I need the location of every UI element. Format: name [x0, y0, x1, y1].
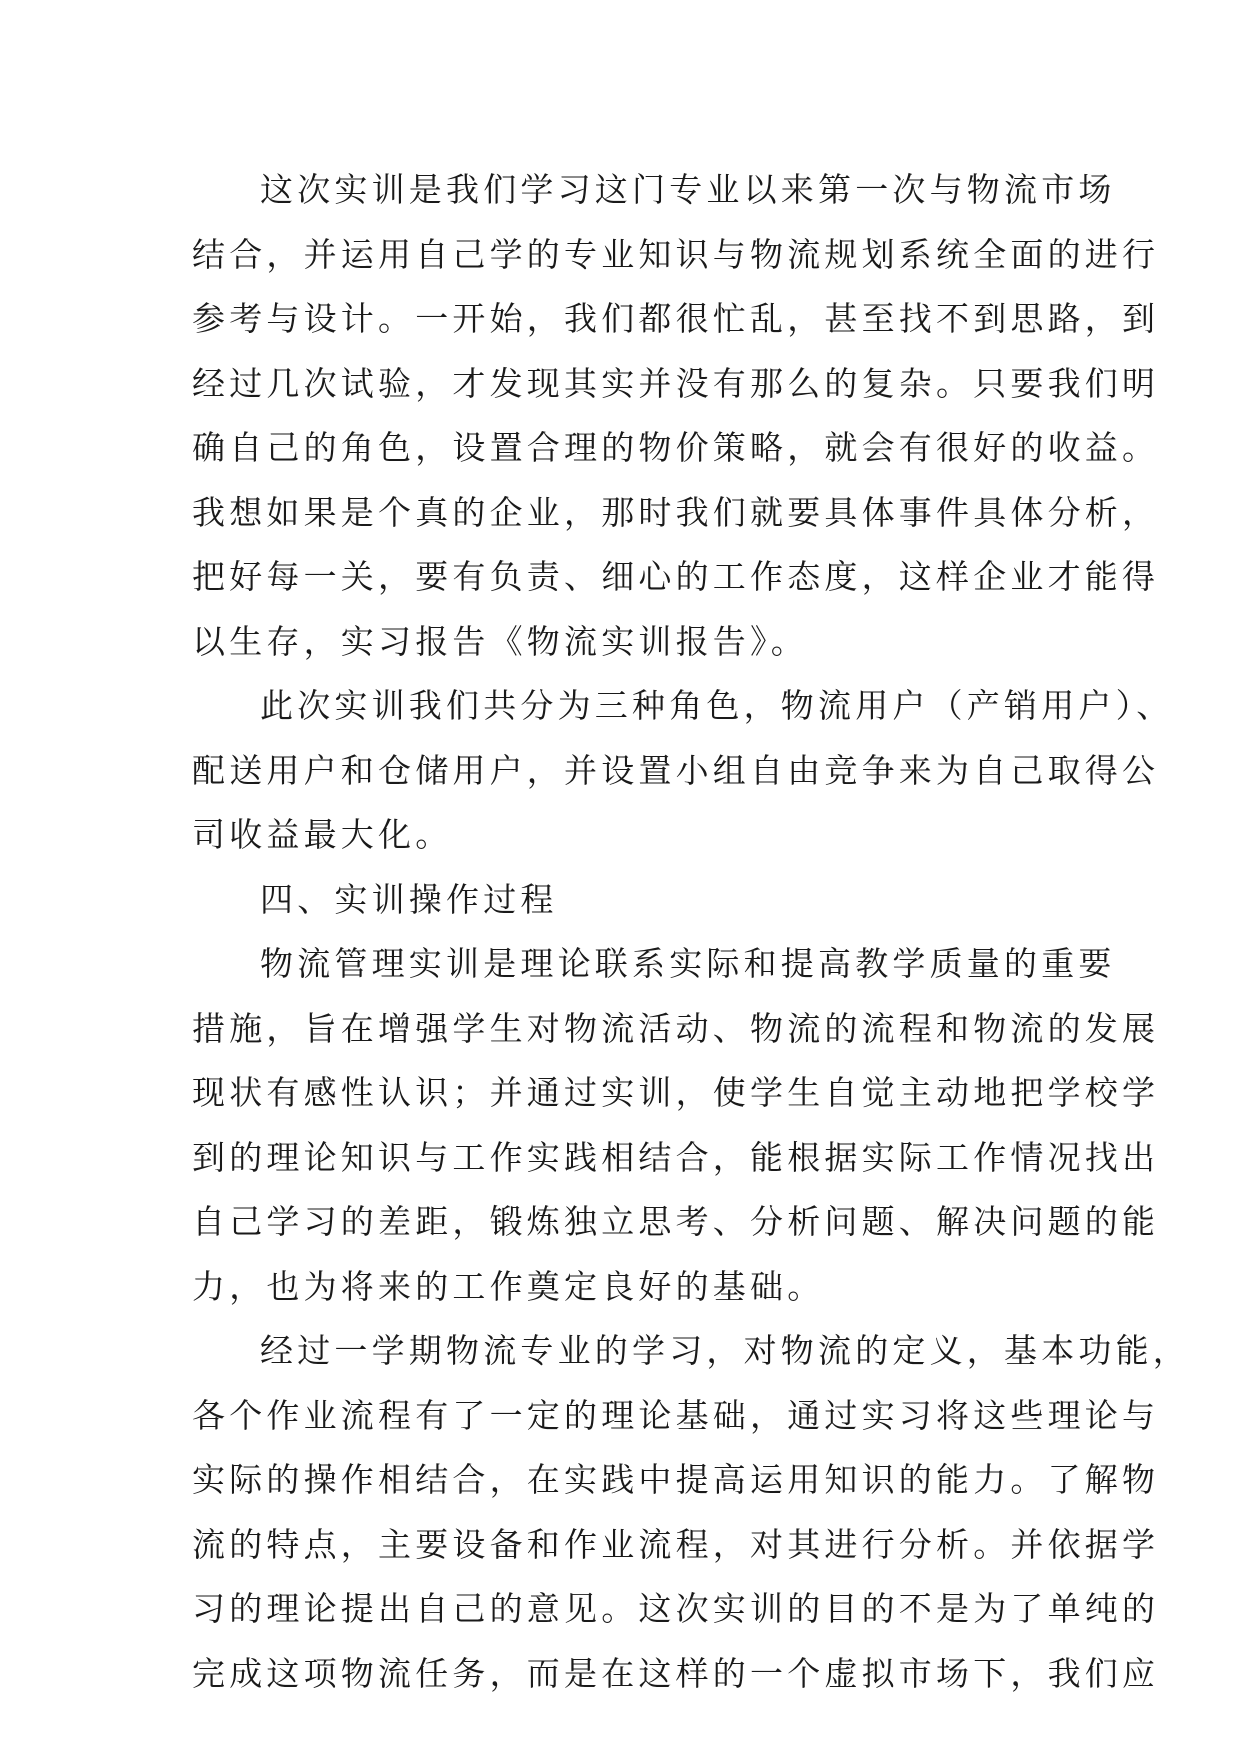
paragraph-4: [192, 1319, 1190, 1706]
text-line: 参考与设计。一开始，我们都很忙乱，甚至找不到思路，到: [192, 299, 1160, 338]
text-line: 力，也为将来的工作奠定良好的基础。: [192, 1266, 825, 1306]
text-line: 我想如果是个真的企业，那时我们就要具体事件具体分析，: [192, 492, 1160, 532]
paragraph-2: [192, 674, 1174, 868]
text-line: 这次实训是我们学习这门专业以来第一次与物流市场: [260, 170, 1116, 209]
text-line: 物流管理实训是理论联系实际和提高教学质量的重要: [260, 944, 1116, 983]
text-line: 经过一学期物流专业的学习，对物流的定义，基本功能，: [260, 1331, 1190, 1370]
paragraph-1: [192, 158, 1160, 674]
text-line: 流的特点，主要设备和作业流程，对其进行分析。并依据学: [192, 1524, 1160, 1564]
text-line: 措施，旨在增强学生对物流活动、物流的流程和物流的发展: [192, 1008, 1160, 1048]
text-line: 经过几次试验，才发现其实并没有那么的复杂。只要我们明: [192, 363, 1160, 403]
text-line: 实际的操作相结合，在实践中提高运用知识的能力。了解物: [192, 1460, 1160, 1499]
section-heading-text: 四、实训操作过程: [260, 879, 558, 919]
section-heading: [192, 868, 1072, 933]
text-line: 此次实训我们共分为三种角色，物流用户（产销用户）、: [260, 686, 1174, 725]
text-line: 确自己的角色，设置合理的物价策略，就会有很好的收益。: [192, 428, 1160, 467]
text-line: 配送用户和仓储用户，并设置小组自由竞争来为自己取得公: [192, 750, 1160, 790]
text-line: 以生存，实习报告《物流实训报告》。: [192, 621, 808, 661]
text-line: 结合，并运用自己学的专业知识与物流规划系统全面的进行: [192, 234, 1160, 274]
paragraph-3: [192, 932, 1160, 1319]
text-line: 各个作业流程有了一定的理论基础，通过实习将这些理论与: [192, 1395, 1160, 1435]
document-body: [192, 158, 1190, 1706]
text-line: 司收益最大化。: [192, 815, 453, 854]
text-line: 把好每一关，要有负责、细心的工作态度，这样企业才能得: [192, 557, 1160, 596]
text-line: 习的理论提出自己的意见。这次实训的目的不是为了单纯的: [192, 1589, 1160, 1628]
text-line: 到的理论知识与工作实践相结合，能根据实际工作情况找出: [192, 1137, 1160, 1177]
text-line: 完成这项物流任务，而是在这样的一个虚拟市场下，我们应: [192, 1653, 1160, 1693]
text-line: 现状有感性认识；并通过实训，使学生自觉主动地把学校学: [192, 1073, 1160, 1112]
text-line: 自己学习的差距，锻炼独立思考、分析问题、解决问题的能: [192, 1202, 1160, 1241]
